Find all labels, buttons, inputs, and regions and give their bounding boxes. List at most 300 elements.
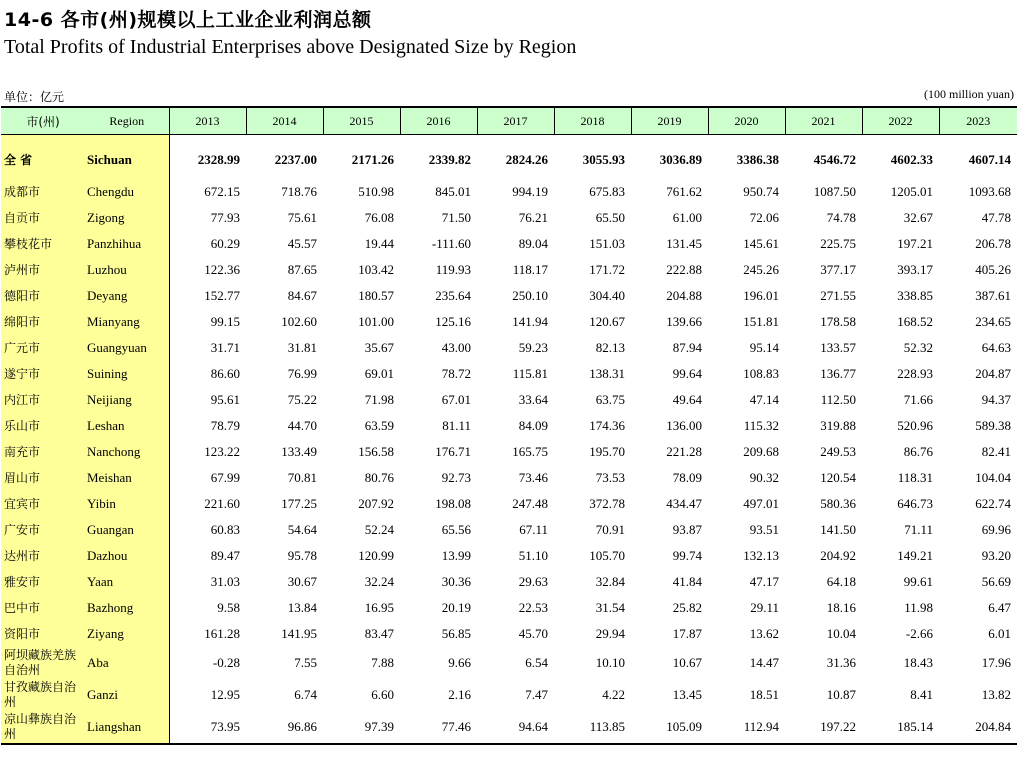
- row-value: 197.21: [897, 236, 933, 251]
- row-value: 51.10: [518, 548, 548, 563]
- row-value: 61.00: [672, 210, 702, 225]
- row-value: 56.85: [441, 626, 471, 641]
- row-value: 115.81: [512, 366, 548, 381]
- row-value: 95.78: [287, 548, 317, 563]
- header-year: 2023: [939, 107, 1017, 135]
- row-city-cn: 攀枝花市: [1, 231, 85, 257]
- row-value: 119.93: [435, 262, 471, 277]
- row-value: 82.41: [981, 444, 1011, 459]
- row-region: Yaan: [85, 569, 169, 595]
- row-value: 82.13: [595, 340, 625, 355]
- row-value: 434.47: [666, 496, 702, 511]
- row-region: Sichuan: [85, 135, 169, 180]
- row-value: 18.16: [826, 600, 856, 615]
- row-city-cn: 甘孜藏族自治州: [1, 679, 85, 711]
- row-value: 168.52: [897, 314, 933, 329]
- row-value: 994.19: [512, 184, 548, 199]
- row-value: 52.32: [903, 340, 933, 355]
- row-value: -2.66: [905, 626, 933, 641]
- row-region: Aba: [85, 647, 169, 679]
- row-value: 2824.26: [505, 152, 548, 167]
- row-value: 32.24: [364, 574, 394, 589]
- row-value: 6.60: [371, 687, 394, 702]
- row-city-cn: 广安市: [1, 517, 85, 543]
- row-city-cn: 泸州市: [1, 257, 85, 283]
- row-value: 249.53: [820, 444, 856, 459]
- row-value: 76.21: [518, 210, 548, 225]
- table-row: [1, 679, 1017, 711]
- row-value: 77.46: [400, 711, 477, 744]
- row-value: 204.92: [820, 548, 856, 563]
- table-header-row: [1, 107, 1017, 135]
- row-value: 25.82: [672, 600, 702, 615]
- row-value: 138.31: [589, 366, 625, 381]
- row-value: 20.19: [441, 600, 471, 615]
- row-value: 2237.00: [274, 152, 317, 167]
- row-value: 112.50: [820, 392, 856, 407]
- row-value: 70.81: [287, 470, 317, 485]
- row-value: 132.13: [743, 548, 779, 563]
- row-value: 41.84: [672, 574, 702, 589]
- row-value: 2.16: [448, 687, 471, 702]
- table-row: [1, 309, 1017, 335]
- row-value: 92.73: [441, 470, 471, 485]
- row-region: Ziyang: [85, 621, 169, 647]
- row-value: 16.95: [364, 600, 394, 615]
- row-value: 133.49: [281, 444, 317, 459]
- row-value: 97.39: [323, 711, 400, 744]
- row-value: 10.10: [595, 655, 625, 670]
- table-row: [1, 361, 1017, 387]
- table-row: [1, 179, 1017, 205]
- row-value: 70.91: [595, 522, 625, 537]
- row-value: 33.64: [518, 392, 548, 407]
- row-value: 141.95: [281, 626, 317, 641]
- table-row: [1, 465, 1017, 491]
- row-value: 13.45: [672, 687, 702, 702]
- row-value: 672.15: [204, 184, 240, 199]
- row-value: 221.60: [204, 496, 240, 511]
- row-city-cn: 广元市: [1, 335, 85, 361]
- row-city-cn: 宜宾市: [1, 491, 85, 517]
- row-value: 80.76: [364, 470, 394, 485]
- row-value: 204.88: [666, 288, 702, 303]
- row-city-cn: 雅安市: [1, 569, 85, 595]
- row-value: 90.32: [749, 470, 779, 485]
- row-city-cn: 资阳市: [1, 621, 85, 647]
- row-value: 6.54: [525, 655, 548, 670]
- unit-label-cn: 单位：亿元: [4, 90, 65, 104]
- row-city-cn: 绵阳市: [1, 309, 85, 335]
- row-city-cn: 内江市: [1, 387, 85, 413]
- row-value: 31.54: [595, 600, 625, 615]
- row-value: 622.74: [975, 496, 1011, 511]
- row-value: 87.65: [287, 262, 317, 277]
- row-value: 71.66: [903, 392, 933, 407]
- row-value: 209.68: [743, 444, 779, 459]
- row-value: 78.79: [210, 418, 240, 433]
- row-value: 3386.38: [736, 152, 779, 167]
- row-value: 19.44: [364, 236, 394, 251]
- row-value: 10.87: [826, 687, 856, 702]
- row-value: 221.28: [666, 444, 702, 459]
- row-value: 141.94: [512, 314, 548, 329]
- row-value: 125.16: [435, 314, 471, 329]
- row-value: 1205.01: [890, 184, 933, 199]
- row-value: 86.60: [210, 366, 240, 381]
- table-row: [1, 711, 1017, 744]
- header-year: 2017: [477, 107, 554, 135]
- row-region: Yibin: [85, 491, 169, 517]
- row-value: 75.22: [287, 392, 317, 407]
- row-value: 81.11: [442, 418, 471, 433]
- row-value: 72.06: [749, 210, 779, 225]
- header-year: 2019: [631, 107, 708, 135]
- row-value: 3036.89: [659, 152, 702, 167]
- row-value: 139.66: [666, 314, 702, 329]
- row-value: 67.01: [441, 392, 471, 407]
- row-value: 29.94: [595, 626, 625, 641]
- row-value: 3055.93: [582, 152, 625, 167]
- row-value: 65.56: [441, 522, 471, 537]
- row-value: 178.58: [820, 314, 856, 329]
- row-region: Chengdu: [85, 179, 169, 205]
- table-row: [1, 647, 1017, 679]
- row-value: 74.78: [826, 210, 856, 225]
- row-region: Mianyang: [85, 309, 169, 335]
- row-value: 372.78: [589, 496, 625, 511]
- row-value: 45.70: [518, 626, 548, 641]
- row-value: 18.43: [903, 655, 933, 670]
- row-value: 78.72: [441, 366, 471, 381]
- row-city-cn: 德阳市: [1, 283, 85, 309]
- row-value: 14.47: [749, 655, 779, 670]
- row-value: 393.17: [897, 262, 933, 277]
- row-value: 304.40: [589, 288, 625, 303]
- row-value: 75.61: [287, 210, 317, 225]
- row-region: Ganzi: [85, 679, 169, 711]
- row-value: 118.31: [897, 470, 933, 485]
- row-value: 589.38: [975, 418, 1011, 433]
- row-value: 71.98: [364, 392, 394, 407]
- row-value: -111.60: [431, 236, 471, 251]
- row-value: 86.76: [903, 444, 933, 459]
- row-value: 156.58: [358, 444, 394, 459]
- row-value: 29.63: [518, 574, 548, 589]
- row-value: 67.99: [210, 470, 240, 485]
- row-value: 271.55: [820, 288, 856, 303]
- row-value: 71.50: [441, 210, 471, 225]
- row-value: 63.75: [595, 392, 625, 407]
- row-value: 13.82: [981, 687, 1011, 702]
- row-value: 4546.72: [813, 152, 856, 167]
- row-value: 2171.26: [351, 152, 394, 167]
- row-value: 120.67: [589, 314, 625, 329]
- page-title-en: Total Profits of Industrial Enterprises above Designated Size by Region: [4, 36, 577, 58]
- table-row: [1, 439, 1017, 465]
- row-region: Deyang: [85, 283, 169, 309]
- row-value: 65.50: [595, 210, 625, 225]
- row-value: 6.47: [988, 600, 1011, 615]
- row-value: 7.47: [525, 687, 548, 702]
- table-row: [1, 205, 1017, 231]
- row-value: 1087.50: [813, 184, 856, 199]
- row-value: 44.70: [287, 418, 317, 433]
- row-value: 13.84: [287, 600, 317, 615]
- row-value: 89.47: [210, 548, 240, 563]
- row-value: 49.64: [672, 392, 702, 407]
- row-value: 11.98: [904, 600, 933, 615]
- row-value: 93.51: [749, 522, 779, 537]
- row-region: Suining: [85, 361, 169, 387]
- row-region: Dazhou: [85, 543, 169, 569]
- table-row: [1, 543, 1017, 569]
- table-row: [1, 231, 1017, 257]
- header-year: 2013: [169, 107, 246, 135]
- row-value: 113.85: [554, 711, 631, 744]
- row-city-cn: 遂宁市: [1, 361, 85, 387]
- row-value: 234.65: [975, 314, 1011, 329]
- row-value: 2339.82: [428, 152, 471, 167]
- row-value: 30.67: [287, 574, 317, 589]
- row-city-cn: 乐山市: [1, 413, 85, 439]
- row-value: 93.87: [672, 522, 702, 537]
- row-value: 47.78: [981, 210, 1011, 225]
- row-value: 96.86: [246, 711, 323, 744]
- row-value: 646.73: [897, 496, 933, 511]
- row-value: 87.94: [672, 340, 702, 355]
- row-value: 54.64: [287, 522, 317, 537]
- row-city-cn: 全 省: [1, 135, 85, 180]
- row-value: 319.88: [820, 418, 856, 433]
- row-value: 108.83: [743, 366, 779, 381]
- row-value: 67.11: [519, 522, 548, 537]
- row-region: Meishan: [85, 465, 169, 491]
- row-value: 7.88: [371, 655, 394, 670]
- table-row: [1, 517, 1017, 543]
- row-city-cn: 自贡市: [1, 205, 85, 231]
- row-value: 198.08: [435, 496, 471, 511]
- row-value: 99.74: [672, 548, 702, 563]
- row-value: 207.92: [358, 496, 394, 511]
- row-value: 31.81: [287, 340, 317, 355]
- row-value: 31.71: [210, 340, 240, 355]
- row-value: 177.25: [281, 496, 317, 511]
- row-region: Liangshan: [85, 711, 169, 744]
- row-value: 31.36: [826, 655, 856, 670]
- table-row: [1, 595, 1017, 621]
- row-region: Nanchong: [85, 439, 169, 465]
- table-row: [1, 257, 1017, 283]
- row-value: 165.75: [512, 444, 548, 459]
- row-value: 123.22: [204, 444, 240, 459]
- row-value: 84.09: [518, 418, 548, 433]
- header-year: 2021: [785, 107, 862, 135]
- row-value: 176.71: [435, 444, 471, 459]
- row-value: 4.22: [602, 687, 625, 702]
- row-region: Neijiang: [85, 387, 169, 413]
- row-value: 761.62: [666, 184, 702, 199]
- row-value: 122.36: [204, 262, 240, 277]
- row-value: 83.47: [364, 626, 394, 641]
- row-value: 76.08: [364, 210, 394, 225]
- row-city-cn: 达州市: [1, 543, 85, 569]
- row-value: 6.01: [988, 626, 1011, 641]
- table-row: [1, 335, 1017, 361]
- table-body: [1, 135, 1017, 745]
- row-value: 120.99: [358, 548, 394, 563]
- table-row: [1, 135, 1017, 180]
- row-value: 718.76: [281, 184, 317, 199]
- row-value: 131.45: [666, 236, 702, 251]
- row-region: Zigong: [85, 205, 169, 231]
- row-city-cn: 眉山市: [1, 465, 85, 491]
- header-region: Region: [85, 107, 169, 135]
- row-value: 60.29: [210, 236, 240, 251]
- row-value: 180.57: [358, 288, 394, 303]
- row-value: 95.61: [210, 392, 240, 407]
- header-year: 2016: [400, 107, 477, 135]
- row-city-cn: 阿坝藏族羌族自治州: [1, 647, 85, 679]
- row-value: 73.53: [595, 470, 625, 485]
- row-value: 520.96: [897, 418, 933, 433]
- row-value: 31.03: [210, 574, 240, 589]
- row-value: 63.59: [364, 418, 394, 433]
- row-value: 152.77: [204, 288, 240, 303]
- row-value: 94.37: [981, 392, 1011, 407]
- row-value: 13.62: [749, 626, 779, 641]
- row-value: 8.41: [910, 687, 933, 702]
- row-value: 580.36: [820, 496, 856, 511]
- row-value: 32.84: [595, 574, 625, 589]
- row-value: 141.50: [820, 522, 856, 537]
- row-city-cn: 凉山彝族自治州: [1, 711, 85, 744]
- row-value: 47.17: [749, 574, 779, 589]
- row-value: 13.99: [441, 548, 471, 563]
- row-value: 99.15: [210, 314, 240, 329]
- table-row: [1, 413, 1017, 439]
- row-value: 10.67: [672, 655, 702, 670]
- row-region: Guangan: [85, 517, 169, 543]
- table-row: [1, 491, 1017, 517]
- row-value: 197.22: [785, 711, 862, 744]
- header-year: 2014: [246, 107, 323, 135]
- row-value: 56.69: [981, 574, 1011, 589]
- row-value: 161.28: [204, 626, 240, 641]
- row-value: 89.04: [518, 236, 548, 251]
- row-value: 204.87: [975, 366, 1011, 381]
- row-value: 145.61: [743, 236, 779, 251]
- row-value: 69.96: [981, 522, 1011, 537]
- row-value: 4607.14: [968, 152, 1011, 167]
- row-value: 222.88: [666, 262, 702, 277]
- row-value: 73.95: [169, 711, 246, 744]
- row-value: 9.66: [448, 655, 471, 670]
- row-value: 69.01: [364, 366, 394, 381]
- unit-label-en: (100 million yuan): [924, 87, 1014, 101]
- row-value: 77.93: [210, 210, 240, 225]
- row-value: 196.01: [743, 288, 779, 303]
- row-value: 228.93: [897, 366, 933, 381]
- row-value: 185.14: [862, 711, 939, 744]
- row-value: 60.83: [210, 522, 240, 537]
- header-year: 2018: [554, 107, 631, 135]
- row-value: 105.09: [631, 711, 708, 744]
- row-value: 171.72: [589, 262, 625, 277]
- header-year: 2015: [323, 107, 400, 135]
- row-city-cn: 南充市: [1, 439, 85, 465]
- row-value: 7.55: [294, 655, 317, 670]
- row-value: 245.26: [743, 262, 779, 277]
- row-city-cn: 成都市: [1, 179, 85, 205]
- row-value: 59.23: [518, 340, 548, 355]
- table-row: [1, 387, 1017, 413]
- row-region: Luzhou: [85, 257, 169, 283]
- row-value: 105.70: [589, 548, 625, 563]
- row-value: -0.28: [212, 655, 240, 670]
- row-region: Leshan: [85, 413, 169, 439]
- row-value: 45.57: [287, 236, 317, 251]
- row-region: Panzhihua: [85, 231, 169, 257]
- row-value: 250.10: [512, 288, 548, 303]
- row-value: 235.64: [435, 288, 471, 303]
- row-value: 104.04: [975, 470, 1011, 485]
- header-city-cn: 市(州): [1, 107, 85, 135]
- row-value: 118.17: [512, 262, 548, 277]
- row-value: 133.57: [820, 340, 856, 355]
- row-value: 95.14: [749, 340, 779, 355]
- row-value: 64.18: [826, 574, 856, 589]
- row-value: 225.75: [820, 236, 856, 251]
- row-value: 6.74: [294, 687, 317, 702]
- page-title-cn: 14-6 各市(州)规模以上工业企业利润总额: [4, 9, 372, 31]
- row-value: 247.48: [512, 496, 548, 511]
- table-row: [1, 283, 1017, 309]
- header-year: 2022: [862, 107, 939, 135]
- row-value: 206.78: [975, 236, 1011, 251]
- row-value: 510.98: [358, 184, 394, 199]
- row-value: 195.70: [589, 444, 625, 459]
- row-value: 387.61: [975, 288, 1011, 303]
- row-value: 4602.33: [890, 152, 933, 167]
- row-value: 73.46: [518, 470, 548, 485]
- header-year: 2020: [708, 107, 785, 135]
- row-value: 76.99: [287, 366, 317, 381]
- row-value: 43.00: [441, 340, 471, 355]
- row-value: 149.21: [897, 548, 933, 563]
- row-region: Bazhong: [85, 595, 169, 621]
- row-value: 497.01: [743, 496, 779, 511]
- row-value: 52.24: [364, 522, 394, 537]
- row-value: 151.81: [743, 314, 779, 329]
- row-value: 204.84: [939, 711, 1017, 744]
- row-value: 120.54: [820, 470, 856, 485]
- row-value: 17.96: [981, 655, 1011, 670]
- row-value: 338.85: [897, 288, 933, 303]
- row-value: 136.77: [820, 366, 856, 381]
- row-value: 9.58: [217, 600, 240, 615]
- row-value: 29.11: [750, 600, 779, 615]
- profits-table: [1, 106, 1017, 745]
- row-region: Guangyuan: [85, 335, 169, 361]
- row-value: 1093.68: [968, 184, 1011, 199]
- row-value: 35.67: [364, 340, 394, 355]
- row-value: 99.64: [672, 366, 702, 381]
- row-value: 10.04: [826, 626, 856, 641]
- row-value: 112.94: [708, 711, 785, 744]
- row-value: 136.00: [666, 418, 702, 433]
- row-value: 84.67: [287, 288, 317, 303]
